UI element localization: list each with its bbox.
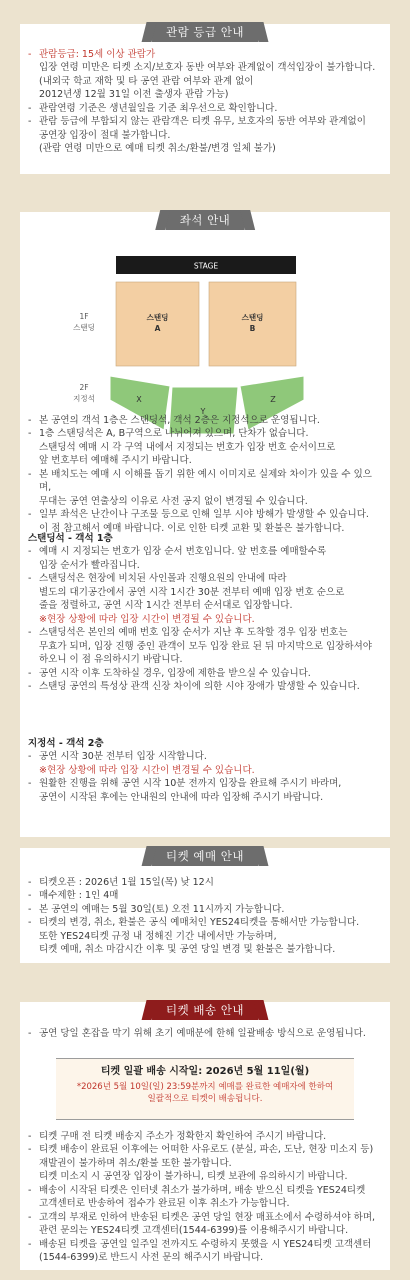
bullet-marker: -	[28, 1184, 32, 1196]
list-item-line: 매수제한 : 1인 4매	[39, 890, 119, 902]
list-item-text	[39, 414, 320, 427]
list-item-line: 입장 순서가 빨라집니다.	[39, 559, 140, 571]
bullet-marker: -	[28, 415, 32, 426]
list-item-text	[39, 1184, 365, 1211]
list-item-line: 1층 스탠딩석은 A, B구역으로 나뉘어져 있으며, 단차가 없습니다.	[39, 428, 309, 440]
list-item-line: 하오니 이 점 유의하시기 바랍니다.	[39, 654, 183, 666]
list-item	[28, 889, 382, 902]
list-item-text	[39, 889, 118, 902]
bullet-marker: -	[28, 1144, 32, 1156]
rating-list	[28, 48, 382, 156]
bullet-marker: -	[28, 778, 32, 790]
list-item-line: 본 공연의 예매는 5월 30일(토) 오전 11시까지 가능합니다.	[39, 903, 285, 915]
list-item-line: 배송된 티켓을 공연일 일주일 전까지도 수령하지 못했을 시 YES24티켓 고객센터	[39, 1238, 372, 1250]
list-item	[28, 680, 382, 693]
list-item-line: 공연이 시작된 후에는 안내원의 안내에 따라 입장해 주시기 바랍니다.	[39, 791, 324, 803]
seat-general-list	[28, 414, 382, 535]
section-y-label: Y	[200, 407, 206, 416]
standing-b-label: 스탠딩	[241, 313, 264, 322]
list-item-line: 스탠딩 공연의 특성상 관객 신장 차이에 의한 시야 장애가 발생할 수 있습니다.	[39, 681, 360, 693]
list-item-text	[39, 876, 214, 889]
list-item-text	[39, 903, 284, 916]
list-item-line: 관람 등급에 부합되지 않는 관람객은 티켓 유무, 보호자의 동반 여부와 관계없이	[39, 116, 366, 128]
rating-panel	[20, 24, 390, 174]
list-item-text	[39, 468, 382, 508]
section-z-label: Z	[270, 395, 276, 404]
bullet-marker: -	[28, 49, 32, 60]
list-item-line: 별도의 대기공간에서 공연 시작 1시간 30분 전부터 예매 입장 번호 순으로	[39, 586, 345, 598]
list-item-line: 본 배치도는 예매 시 이해를 돕기 위한 예시 이미지로 실제와 차이가 있을 수 있으며,	[39, 468, 372, 494]
booking-panel	[20, 848, 390, 963]
list-item-line: 앞 번호부터 예매해 주시기 바랍니다.	[39, 455, 192, 467]
section-x-label: X	[136, 395, 142, 404]
list-item-line: 공연장 입장이 절대 불가합니다.	[39, 129, 171, 141]
delivery-note-1: *2026년 5월 10일(일) 23:59분까지 예매를 완료한 예매자에 한하여	[76, 1082, 334, 1093]
list-item-line: 일부 좌석은 난간이나 구조물 등으로 인해 일부 시야 방해가 발생할 수 있습니다.	[39, 509, 369, 521]
standing-a-label: 스탠딩	[146, 313, 169, 322]
reserved-list	[28, 750, 382, 804]
list-item	[28, 777, 382, 804]
list-item-text	[39, 680, 360, 693]
list-item	[28, 1238, 382, 1265]
bullet-marker: -	[28, 627, 32, 639]
list-item-text	[39, 1143, 373, 1183]
list-item-line: 고객의 부재로 인하여 반송된 티켓은 공연 당일 현장 매표소에서 수령하셔야 하며,	[39, 1211, 376, 1223]
delivery-start-date: 티켓 일괄 배송 시작일: 2026년 5월 11일(월)	[100, 1066, 310, 1077]
list-item	[28, 115, 382, 155]
list-item	[28, 572, 382, 626]
list-item-line: 티켓 구매 전 티켓 배송지 주소가 정확한지 확인하여 주시기 바랍니다.	[39, 1131, 327, 1142]
list-item-text	[39, 626, 372, 666]
list-item-line: 티켓 배송이 완료된 이후에는 어떠한 사유로도 (분실, 파손, 도난, 현장 미소지 등)	[39, 1144, 374, 1156]
notice-note: ※현장 상황에 따라 입장 시간이 변경될 수 있습니다.	[39, 764, 255, 776]
floor1-label: 1F	[79, 312, 89, 321]
notice-note: ※현장 상황에 따라 입장 시간이 변경될 수 있습니다.	[39, 613, 255, 625]
floor1-sub: 스탠딩	[73, 323, 95, 332]
list-item	[28, 545, 382, 572]
booking-list	[28, 876, 382, 957]
list-item-text	[39, 1211, 375, 1238]
bullet-marker: -	[28, 1238, 32, 1250]
reserved-section	[28, 737, 382, 804]
list-item	[28, 468, 382, 508]
list-item	[28, 750, 382, 777]
list-item-line: 원활한 진행을 위해 공연 시작 10분 전까지 입장을 완료해 주시기 바라며,	[39, 778, 342, 790]
bullet-marker: -	[28, 102, 32, 114]
reserved-heading: 지정석 - 객석 2층	[28, 738, 104, 749]
booking-title: 티켓 예매 안내	[152, 846, 258, 866]
seat-title: 좌석 안내	[166, 210, 245, 230]
standing-heading: 스탠딩석 - 객석 1층	[28, 533, 113, 544]
list-item	[28, 916, 382, 956]
list-item-line: 티켓오픈 : 2026년 1월 15일(목) 낮 12시	[39, 877, 214, 888]
list-item	[28, 667, 382, 680]
delivery-highlight-box	[56, 1058, 354, 1120]
list-item	[28, 427, 382, 467]
list-item	[28, 102, 382, 115]
list-item	[28, 1211, 382, 1238]
list-item-line: 공연 시작 30분 전부터 입장 시작합니다.	[39, 751, 207, 763]
list-item-line: 티켓 미소지 시 공연장 입장이 불가하니, 티켓 보관에 유의하시기 바랍니다.	[39, 1171, 348, 1183]
bullet-marker: -	[28, 546, 32, 558]
list-item-line: 티켓 예매, 취소 마감시간 이후 및 공연 당일 변경 및 환불은 불가합니다.	[39, 944, 336, 956]
list-item	[28, 1130, 382, 1143]
floor2-sub: 지정석	[73, 394, 95, 403]
bullet-marker	[28, 61, 39, 101]
list-item-text	[39, 916, 359, 956]
list-item-line: 공연 시작 이후 도착하실 경우, 입장에 제한을 받으실 수 있습니다.	[39, 667, 311, 679]
bullet-marker: -	[28, 1211, 32, 1223]
list-item-text	[39, 427, 335, 467]
bullet-marker: -	[28, 1028, 32, 1039]
list-item-line: 또한 YES24티켓 규정 내 정해진 기간 내에서만 가능하며,	[39, 930, 277, 942]
list-item-text	[39, 115, 366, 155]
bullet-marker: -	[28, 877, 32, 888]
list-item-text	[39, 48, 155, 61]
list-item-line: 스탠딩석 예매 시 각 구역 내에서 지정되는 번호가 입장 번호 순서이므로	[39, 441, 336, 453]
stage-label: STAGE	[193, 261, 219, 271]
bullet-marker: -	[28, 468, 32, 480]
standing-a-zone: A	[154, 324, 161, 333]
list-item	[28, 61, 382, 101]
list-item-text	[39, 750, 255, 777]
list-item-text	[39, 545, 326, 572]
list-item-line: 입장 연령 미만은 티켓 소지/보호자 동반 여부와 관계없이 객석입장이 불가합니다.	[39, 62, 376, 74]
bullet-marker: -	[28, 903, 32, 915]
list-item-line: 배송이 시작된 티켓은 인터넷 취소가 불가하며, 배송 받으신 티켓을 YES24티켓	[39, 1184, 366, 1196]
list-item	[28, 1184, 382, 1211]
list-item-line: (관람 연령 미만으로 예매 티켓 취소/환불/변경 일체 불가)	[39, 143, 276, 155]
standing-section	[28, 532, 382, 694]
list-item-text	[39, 777, 341, 804]
list-item	[28, 1027, 382, 1040]
list-item	[28, 48, 382, 61]
floor2-label: 2F	[79, 383, 89, 392]
list-item-text	[39, 102, 277, 115]
list-item-text	[39, 667, 311, 680]
bullet-marker: -	[28, 917, 32, 929]
bullet-marker: -	[28, 509, 32, 521]
list-item-line: (1544-6399)로 반드시 사전 문의 해주시기 바랍니다.	[39, 1252, 264, 1264]
list-item-line: 관람등급: 15세 이상 관람가	[39, 49, 156, 60]
bullet-marker: -	[28, 681, 32, 693]
seat-panel	[20, 212, 390, 837]
list-item	[28, 414, 382, 427]
list-item-line: 재발권이 불가하며 취소/환불 또한 불가합니다.	[39, 1157, 232, 1169]
bullet-marker: -	[28, 890, 32, 902]
list-item-line: 이 점 참고해서 예매 바랍니다. 이로 인한 티켓 교환 및 환불은 불가합니다.	[39, 522, 345, 534]
list-item-line: 티켓의 변경, 취소, 환불은 공식 예매처인 YES24티켓을 통해서만 가능합니다.	[39, 917, 360, 929]
list-item-text	[39, 1027, 366, 1040]
list-item-line: 관련 문의는 YES24티켓 고객센터(1544-6399)를 이용해주시기 바랍니다.	[39, 1225, 349, 1237]
rating-title: 관람 등급 안내	[152, 22, 258, 42]
bullet-marker: -	[28, 1131, 32, 1142]
bullet-marker: -	[28, 751, 32, 763]
standing-b-zone: B	[249, 324, 256, 333]
list-item-text	[39, 1238, 371, 1265]
list-item-line: 2012년생 12월 31일 이전 출생자 관람 가능)	[39, 89, 229, 101]
bullet-marker: -	[28, 573, 32, 585]
list-item-line: (내외국 학교 재학 및 타 공연 관람 여부와 관계 없이	[39, 75, 254, 87]
bullet-marker: -	[28, 667, 32, 679]
list-item-line: 본 공연의 객석 1층은 스탠딩석, 객석 2층은 지정석으로 운영됩니다.	[39, 415, 320, 426]
standing-list	[28, 545, 382, 693]
list-item-line: 무효가 되며, 입장 진행 중인 관객이 모두 입장 완료 된 뒤 마지막으로 입장하셔야	[39, 640, 372, 652]
list-item-line: 줄을 정렬하고, 공연 시작 1시간 전부터 순서대로 입장합니다.	[39, 600, 293, 612]
delivery-title: 티켓 배송 안내	[152, 1000, 258, 1020]
delivery-intro	[28, 1027, 382, 1040]
list-item-line: 스탠딩석은 현장에 비치된 사인몰과 진행요원의 안내에 따라	[39, 573, 287, 585]
list-item	[28, 1143, 382, 1183]
delivery-panel	[20, 1002, 390, 1270]
list-item	[28, 876, 382, 889]
list-item	[28, 626, 382, 666]
list-item-line: 관람연령 기준은 생년월일을 기준 최우선으로 확인합니다.	[39, 102, 278, 114]
bullet-marker: -	[28, 428, 32, 440]
list-item-text	[39, 61, 375, 101]
delivery-list	[28, 1130, 382, 1265]
list-item-line: 스탠딩석은 본인의 예매 번호 입장 순서가 지난 후 도착할 경우 입장 번호는	[39, 627, 348, 639]
list-item-line: 예매 시 지정되는 번호가 입장 순서 번호입니다. 앞 번호를 예매할수록	[39, 546, 327, 558]
list-item-line: 무대는 공연 연출상의 이유로 사전 공지 없이 변경될 수 있습니다.	[39, 495, 308, 507]
delivery-note-2: 일괄적으로 티켓이 배송됩니다.	[147, 1094, 263, 1105]
list-item-line: 고객센터로 반송하여 접수가 완료된 이후 취소가 가능합니다.	[39, 1198, 290, 1210]
list-item	[28, 903, 382, 916]
list-item-text	[39, 1130, 326, 1143]
list-item-line: 공연 당일 혼잡을 막기 위해 초기 예매분에 한해 일괄배송 방식으로 운영됩니다.	[39, 1028, 366, 1039]
list-item-text	[39, 572, 344, 626]
bullet-marker: -	[28, 116, 32, 128]
